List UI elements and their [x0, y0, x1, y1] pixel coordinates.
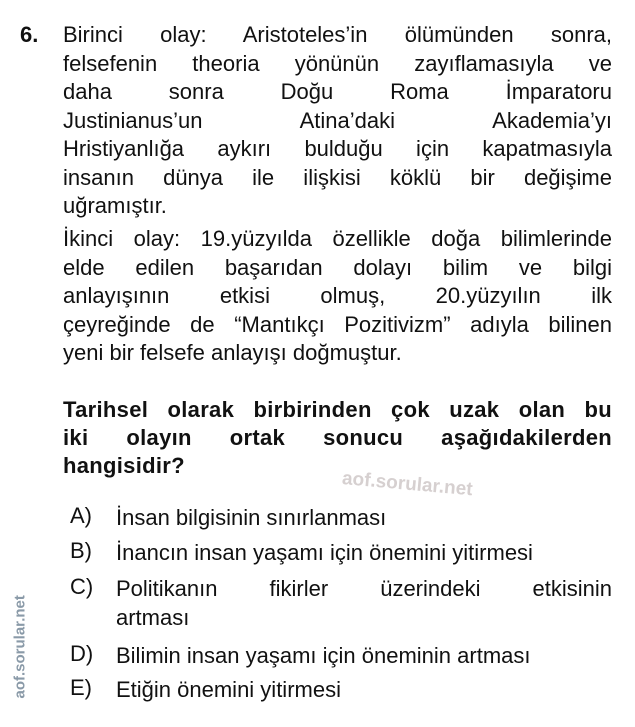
paragraph-second-event [63, 225, 612, 368]
text-line: daha sonra Doğu Roma İmparatoru [63, 79, 612, 104]
text-line: Tarihsel olarak birbirinden çok uzak olan bu [63, 397, 612, 422]
option-letter: B) [70, 538, 92, 563]
option-text: artması [116, 605, 190, 630]
text-line: insanın dünya ile ilişkisi köklü bir değişime [63, 164, 612, 190]
option-letter: A) [70, 503, 92, 528]
text-line: elde edilen başarıdan dolayı bilim ve bilgi [63, 254, 612, 280]
paragraph-first-event [63, 21, 612, 221]
option-letter: D) [70, 641, 94, 666]
text-line: anlayışının etkisi olmuş, 20.yüzyılın ilk [63, 283, 612, 308]
option-text: Bilimin insan yaşamı için öneminin artması [116, 643, 531, 668]
option-text: Etiğin önemini yitirmesi [116, 677, 341, 702]
question-number: 6. [20, 22, 39, 47]
option-text: İnsan bilgisinin sınırlanması [116, 505, 387, 530]
text-line: iki olayın ortak sonucu aşağıdakilerden [63, 425, 612, 450]
text-line: İkinci olay: 19.yüzyılda özellikle doğa bilimlerinde [63, 226, 612, 251]
text-line: Birinci olay: Aristoteles’in ölümünden sonra, [63, 22, 612, 47]
text-line: uğramıştır. [63, 193, 167, 218]
option-letter: E) [70, 675, 92, 700]
watermark: aof.sorular.net [341, 468, 474, 501]
text-line: çeyreğinde de “Mantıkçı Pozitivizm” adıyla bilinen [63, 311, 612, 337]
option-text: İnancın insan yaşamı için önemini yitirmesi [116, 540, 533, 565]
side-watermark: aof.sorular.net [11, 595, 29, 699]
text-line: Hristiyanlığa aykırı bulduğu için kapatmasıyla [63, 136, 612, 161]
text-line: felsefenin theoria yönünün zayıflamasıyla ve [63, 50, 612, 76]
text-line: hangisidir? [63, 453, 185, 478]
option-text: Politikanın fikirler üzerindeki etkisinin [116, 576, 612, 601]
option-letter: C) [70, 574, 94, 599]
text-line: Justinianus’un Atina’daki Akademia’yı [63, 107, 612, 133]
text-line: yeni bir felsefe anlayışı doğmuştur. [63, 340, 402, 365]
question-stem [63, 396, 612, 480]
